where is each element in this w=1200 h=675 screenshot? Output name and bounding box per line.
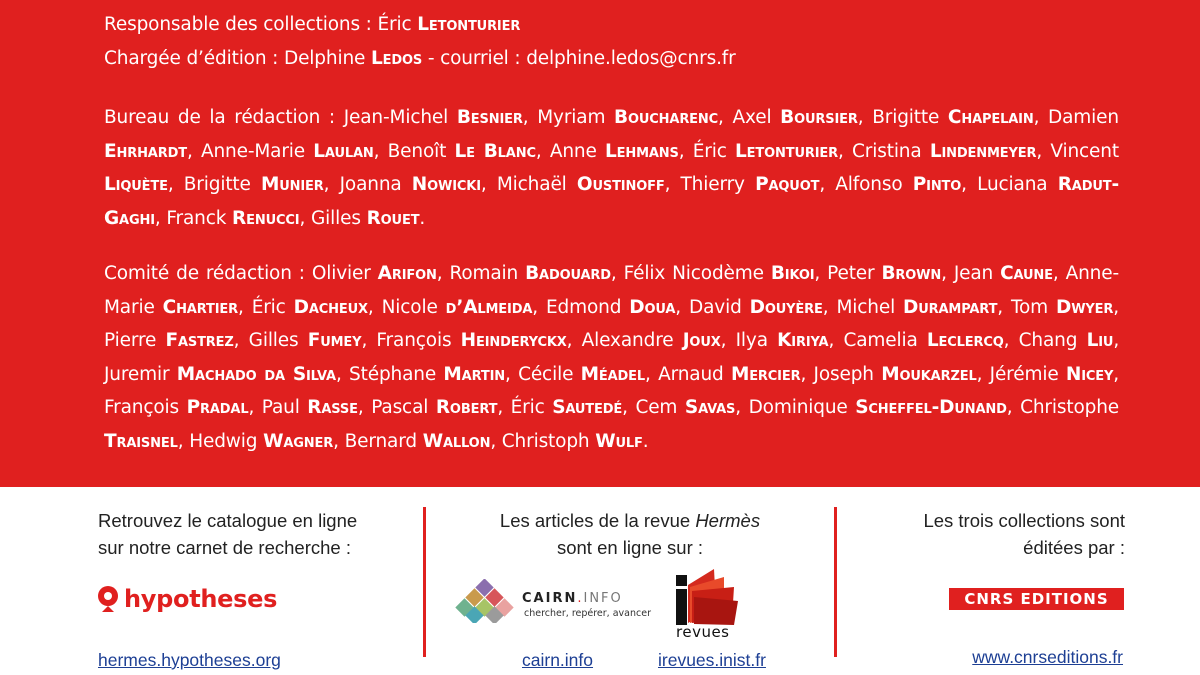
member-name [344, 107, 523, 128]
chargee-line [104, 42, 1119, 76]
member-surname: Bikoi [770, 263, 815, 284]
member-first-name: Anne-Marie [200, 140, 314, 162]
member-name [658, 364, 800, 385]
chargee-label: Chargée d’édition : Delphine [104, 48, 371, 69]
member-surname: Wagner [263, 430, 334, 452]
member-name [382, 297, 533, 318]
member-name [827, 263, 941, 284]
member-name [749, 397, 1007, 418]
hypotheses-logo[interactable] [95, 585, 277, 613]
cairn-logo-dot: . [577, 591, 584, 606]
hermes-title: Hermès [695, 510, 761, 531]
articles-column [426, 487, 834, 675]
member-name [511, 397, 623, 418]
member-surname: Méadel [580, 363, 646, 385]
member-name [954, 263, 1053, 284]
irevues-link[interactable]: irevues.inist.fr [658, 650, 766, 670]
member-name [349, 364, 505, 385]
member-first-name: Juremir [104, 363, 177, 385]
chargee-name: Ledos [370, 48, 423, 69]
responsable-line [104, 8, 1119, 42]
bureau-redaction: Bureau de la rédaction : Jean-Michel Besnier, Myriam Boucharenc, Axel Boursier, Brigitte Chapelain, Damien Ehrhardt, Anne-Marie Laulan, Benoît Le Blanc, Anne Lehmans, Éric Letonturier, Cristina Lindenmeyer, Vincent Liquète, Brigitte Munier, Joanna Nowicki, Michaël Oustinoff, Thierry Paquot, Alfonso Pinto, Luciana Radut-Gaghi, Franck Renucci, Gilles Rouet. [104, 107, 1119, 229]
member-surname: Laulan [313, 140, 374, 162]
member-name [262, 397, 358, 418]
cairn-mosaic-icon [454, 579, 520, 623]
member-first-name: Benoît [387, 140, 455, 162]
member-first-name: Chang [1018, 330, 1087, 351]
member-first-name: Bernard [344, 430, 423, 452]
member-surname: Traisnel [104, 430, 178, 452]
member-surname: Kiriya [777, 330, 829, 351]
footer [0, 487, 1200, 675]
cnrs-editions-logo[interactable] [949, 588, 1124, 610]
member-surname: Liu [1086, 330, 1114, 351]
member-first-name: David [689, 296, 750, 318]
member-name [582, 330, 721, 351]
member-first-name: Jérémie [989, 363, 1066, 385]
cnrs-link[interactable]: www.cnrseditions.fr [972, 647, 1123, 667]
member-name [736, 330, 829, 351]
member-first-name: Christoph [501, 430, 596, 452]
member-first-name: Thierry [680, 174, 756, 195]
articles-line1-pre: Les articles de la revue [499, 510, 696, 531]
member-first-name: Vincent [1050, 140, 1119, 162]
member-name [843, 330, 1003, 351]
member-first-name: Stéphane [349, 363, 444, 385]
member-name [836, 297, 997, 318]
bureau-label: Bureau de la rédaction : [104, 107, 344, 128]
member-name [537, 107, 718, 128]
member-name [104, 330, 234, 351]
cairn-logo-text [522, 591, 623, 606]
responsable-name: Letonturier [417, 14, 521, 35]
member-surname: Moukarzel [881, 363, 977, 385]
member-name [201, 141, 374, 162]
irevues-book-icon [654, 567, 744, 627]
member-first-name: Cécile [518, 363, 581, 385]
member-surname: Paquot [755, 174, 820, 195]
member-first-name: Edmond [545, 296, 630, 318]
member-surname: Joux [682, 330, 721, 351]
member-surname: Letonturier [735, 140, 839, 162]
member-first-name: Cem [635, 397, 685, 418]
member-surname: Radut-Gaghi [104, 174, 1119, 229]
member-name [518, 364, 645, 385]
member-first-name: Dominique [748, 397, 856, 418]
member-name [371, 397, 497, 418]
member-first-name: Tom [1011, 296, 1057, 318]
member-first-name: Éric [510, 397, 553, 418]
member-name [502, 431, 643, 452]
member-surname: d’Almeida [445, 296, 533, 318]
responsable-label: Responsable des collections : Éric [104, 14, 418, 35]
member-surname: Robert [435, 397, 498, 418]
member-surname: Chapelain [947, 107, 1034, 128]
member-name [312, 263, 437, 284]
member-name [340, 174, 481, 195]
member-first-name: Gilles [248, 330, 308, 351]
member-name [732, 107, 857, 128]
member-name [814, 364, 977, 385]
member-surname: Brown [881, 263, 942, 284]
member-surname: Munier [260, 174, 324, 195]
member-surname: Nicey [1065, 363, 1114, 385]
member-first-name: Brigitte [183, 174, 261, 195]
member-first-name: Félix Nicodème [623, 263, 771, 284]
cairn-logo-main: CAIRN [522, 591, 578, 606]
cairn-tagline: chercher, repérer, avancer [524, 608, 651, 619]
member-name [189, 431, 333, 452]
member-name [693, 141, 838, 162]
member-first-name: Pascal [371, 397, 436, 418]
member-name [689, 297, 823, 318]
collections-text [837, 507, 1125, 561]
member-first-name: Arnaud [658, 363, 731, 385]
hypotheses-icon [95, 585, 121, 613]
member-first-name: Anne-Marie [104, 263, 1120, 318]
member-name [624, 263, 815, 284]
comite-redaction: Comité de rédaction : Olivier Arifon, Romain Badouard, Félix Nicodème Bikoi, Peter Brown, Jean Caune, Anne-Marie Chartier, Éric Dacheux, Nicole d’Almeida, Edmond Doua, David Douyère, Michel Durampart, Tom Dwyer, Pierre Fastrez, Gilles Fumey, François Heinderyckx, Alexandre Joux, Ilya Kiriya, Camelia Leclercq, Chang Liu, Juremir Machado da Silva, Stéphane Martin, Cécile Méadel, Arnaud Mercier, Joseph Moukarzel, Jérémie Nicey, François Pradal, Paul Rasse, Pascal Robert, Éric Sautedé, Cem Savas, Dominique Scheffel-Dunand, Christophe Traisnel, Hedwig Wagner, Bernard Wallon, Christoph Wulf. [104, 263, 1120, 452]
member-name [104, 364, 336, 385]
collections-line2: éditées par : [1023, 537, 1125, 558]
member-first-name: Romain [449, 263, 526, 284]
member-name [166, 208, 299, 229]
catalogue-column [0, 487, 425, 675]
catalogue-line2: sur notre carnet de recherche : [98, 537, 351, 558]
member-surname: Dacheux [293, 296, 368, 318]
member-surname: Boucharenc [614, 107, 719, 128]
member-surname: Scheffel-Dunand [855, 397, 1007, 418]
member-name [184, 174, 324, 195]
chargee-email: - courriel : delphine.ledos@cnrs.fr [422, 48, 736, 69]
member-name [852, 141, 1036, 162]
member-name [497, 174, 665, 195]
member-first-name: Jean [953, 263, 1001, 284]
member-first-name: Camelia [843, 330, 927, 351]
catalogue-text [98, 507, 398, 561]
member-name [1011, 297, 1113, 318]
member-surname: Pradal [186, 397, 249, 418]
catalogue-line1: Retrouvez le catalogue en ligne [98, 510, 358, 531]
member-surname: Renucci [232, 207, 300, 229]
member-surname: Oustinoff [576, 174, 665, 195]
member-first-name: Paul [261, 397, 308, 418]
member-first-name: Pierre [104, 330, 166, 351]
member-first-name: Luciana [977, 174, 1058, 195]
member-name [376, 330, 566, 351]
cnrs-logo-text: CNRS EDITIONS [964, 590, 1109, 608]
member-name [681, 174, 820, 195]
member-first-name: Alexandre [581, 330, 683, 351]
member-surname: Lehmans [605, 140, 679, 162]
member-name [635, 397, 735, 418]
member-first-name: François [104, 397, 187, 418]
member-surname: Pinto [912, 174, 962, 195]
articles-line1 [426, 507, 834, 534]
member-first-name: Peter [827, 263, 882, 284]
cairn-logo-info: INFO [583, 591, 623, 606]
member-surname: Lindenmeyer [929, 140, 1037, 162]
member-name [345, 431, 491, 452]
member-surname: Heinderyckx [460, 330, 567, 351]
member-name [835, 174, 961, 195]
member-name [311, 208, 419, 229]
member-surname: Rouet [366, 207, 420, 229]
member-first-name: Michaël [496, 174, 577, 195]
member-first-name: Michel [836, 296, 904, 318]
member-surname: Savas [684, 397, 736, 418]
member-surname: Martin [443, 363, 506, 385]
member-first-name: Joanna [339, 174, 412, 195]
member-surname: Dwyer [1056, 296, 1114, 318]
member-first-name: François [376, 330, 461, 351]
member-first-name: Franck [166, 207, 233, 229]
member-surname: Wulf [595, 430, 643, 452]
member-surname: Fastrez [165, 330, 234, 351]
collections-column [837, 487, 1200, 675]
member-name [388, 141, 536, 162]
member-first-name: Gilles [310, 207, 367, 229]
member-name [872, 107, 1033, 128]
member-name [1019, 330, 1114, 351]
member-surname: Liquète [104, 174, 168, 195]
member-first-name: Olivier [311, 263, 378, 284]
member-surname: Sautedé [552, 397, 623, 418]
member-surname: Fumey [307, 330, 362, 351]
collections-line1: Les trois collections sont [923, 510, 1125, 531]
member-first-name: Cristina [852, 140, 930, 162]
member-surname: Wallon [422, 430, 491, 452]
member-surname: Arifon [377, 263, 437, 284]
member-surname: Chartier [162, 296, 238, 318]
comite-label: Comité de rédaction : [104, 263, 312, 284]
member-first-name: Jean-Michel [343, 107, 457, 128]
member-name [249, 330, 362, 351]
member-first-name: Alfonso [835, 174, 913, 195]
member-first-name: Joseph [813, 363, 882, 385]
hypotheses-logo-text: hypotheses [124, 585, 278, 613]
member-surname: Caune [1000, 263, 1053, 284]
member-surname: Badouard [525, 263, 611, 284]
member-surname: Boursier [780, 107, 858, 128]
member-name [546, 297, 675, 318]
member-first-name: Brigitte [872, 107, 948, 128]
member-first-name: Damien [1048, 107, 1119, 128]
member-surname: Machado da Silva [176, 363, 336, 385]
member-surname: Leclercq [926, 330, 1004, 351]
member-surname: Le Blanc [454, 140, 536, 162]
articles-text [426, 507, 834, 561]
member-name [990, 364, 1114, 385]
member-surname: Douyère [749, 296, 823, 318]
hypotheses-link[interactable]: hermes.hypotheses.org [98, 650, 281, 670]
member-first-name: Axel [732, 107, 781, 128]
member-surname: Doua [629, 296, 676, 318]
member-first-name: Christophe [1020, 397, 1120, 418]
member-name [449, 263, 610, 284]
member-surname: Mercier [730, 363, 801, 385]
member-surname: Durampart [903, 296, 998, 318]
member-name [104, 397, 248, 418]
member-first-name: Ilya [735, 330, 778, 351]
cairn-logo[interactable] [454, 579, 651, 629]
irevues-logo[interactable] [654, 567, 744, 645]
articles-line2: sont en ligne sur : [556, 537, 704, 558]
member-surname: Ehrhardt [104, 140, 187, 162]
cairn-link[interactable]: cairn.info [522, 650, 594, 670]
member-surname: Besnier [456, 107, 523, 128]
member-name [550, 141, 679, 162]
member-surname: Rasse [307, 397, 358, 418]
member-first-name: Anne [549, 140, 605, 162]
member-first-name: Éric [692, 140, 736, 162]
member-first-name: Éric [251, 296, 294, 318]
member-name [252, 297, 368, 318]
member-first-name: Myriam [537, 107, 615, 128]
irevues-logo-text: revues [676, 623, 730, 641]
member-first-name: Hedwig [189, 430, 264, 452]
member-surname: Nowicki [411, 174, 481, 195]
member-first-name: Nicole [381, 296, 446, 318]
